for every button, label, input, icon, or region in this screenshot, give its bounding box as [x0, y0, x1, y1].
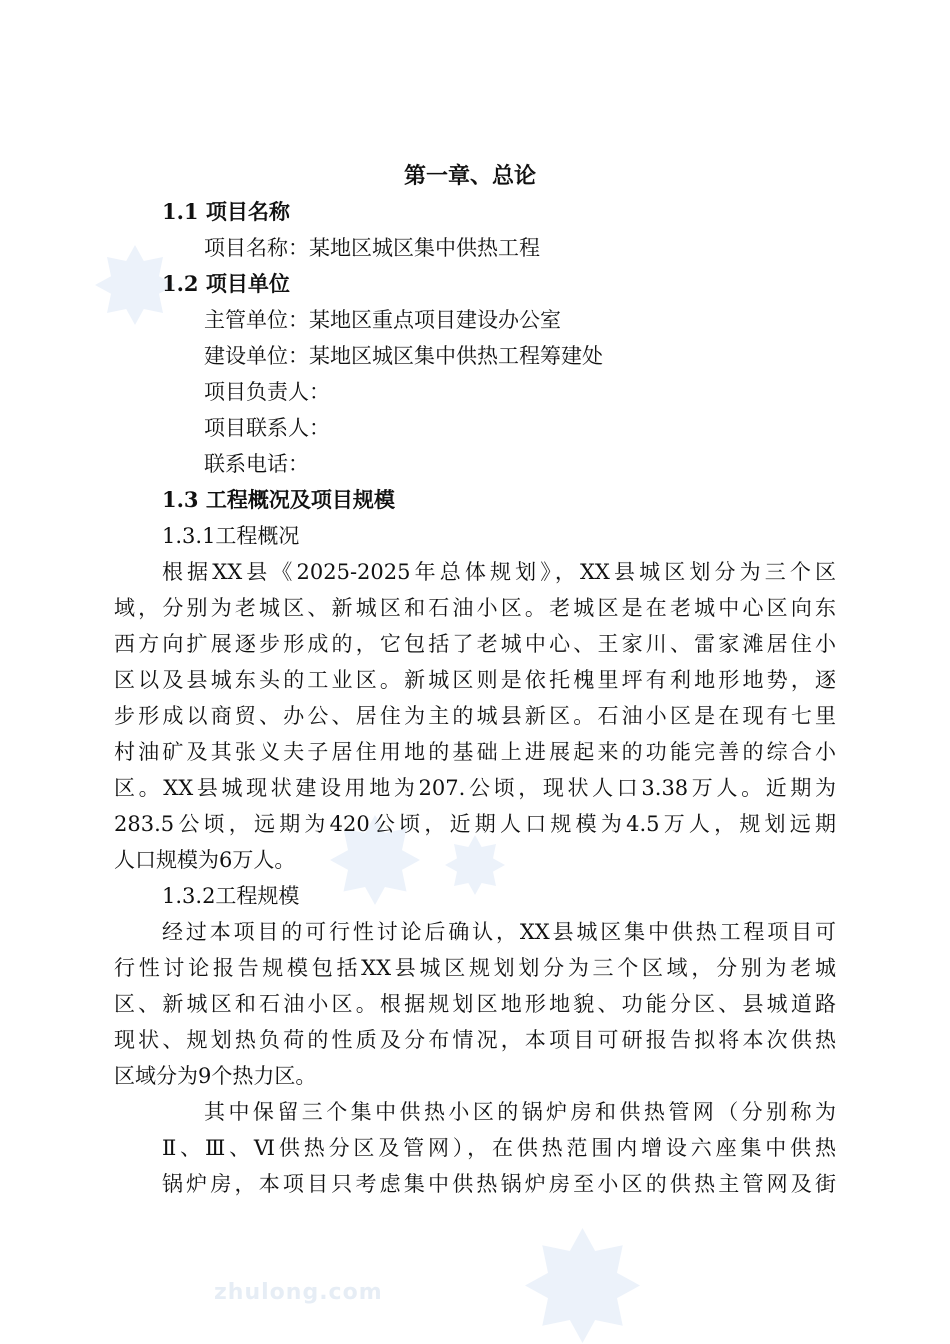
section-heading: 1.2 项目单位: [162, 271, 290, 296]
paragraph-line: 根据XX县《2025-2025年总体规划》，XX县城区划分为三个区: [162, 560, 836, 584]
paragraph-line: 区。XX县城现状建设用地为207.公顷，现状人口3.38万人。近期为: [114, 776, 836, 800]
paragraph-line: 人口规模为6万人。: [114, 848, 296, 872]
paragraph-line: 现状、规划热负荷的性质及分布情况，本项目可研报告拟将本次供热: [114, 1028, 836, 1052]
paragraph-line: 经过本项目的可行性讨论后确认，XX县城区集中供热工程项目可: [162, 920, 836, 944]
unit-line: 主管单位：某地区重点项目建设办公室: [204, 308, 561, 332]
paragraph-line: 域，分别为老城区、新城区和石油小区。老城区是在老城中心区向东: [114, 596, 836, 620]
snowflake-watermark-icon: [445, 835, 505, 895]
paragraph-line: 锅炉房，本项目只考虑集中供热锅炉房至小区的供热主管网及街: [162, 1172, 836, 1196]
paragraph-line: 283.5公顷，远期为420公顷，近期人口规模为4.5万人，规划远期: [114, 812, 836, 836]
unit-line: 联系电话：: [204, 452, 309, 476]
paragraph-line: 区域分为9个热力区。: [114, 1064, 317, 1088]
snowflake-watermark-icon: [525, 1228, 640, 1343]
chapter-title: 第一章、总论: [404, 163, 537, 189]
paragraph-line: 其中保留三个集中供热小区的锅炉房和供热管网（分别称为: [204, 1100, 836, 1124]
paragraph-line: 步形成以商贸、办公、居住为主的城县新区。石油小区是在现有七里: [114, 704, 836, 728]
watermark-text: zhulong.com: [214, 1280, 383, 1305]
paragraph-line: 西方向扩展逐步形成的，它包括了老城中心、王家川、雷家滩居住小: [114, 632, 836, 656]
unit-line: 项目联系人：: [204, 416, 330, 440]
paragraph-line: 行性讨论报告规模包括XX县城区规划划分为三个区域，分别为老城: [114, 956, 836, 980]
paragraph-line: Ⅱ、Ⅲ、Ⅵ供热分区及管网），在供热范围内增设六座集中供热: [162, 1136, 836, 1160]
project-name-line: 项目名称：某地区城区集中供热工程: [204, 236, 540, 260]
paragraph-line: 村油矿及其张义夫子居住用地的基础上进展起来的功能完善的综合小: [114, 740, 836, 764]
unit-line: 项目负责人：: [204, 380, 330, 404]
unit-line: 建设单位：某地区城区集中供热工程筹建处: [204, 344, 603, 368]
section-heading: 1.3 工程概况及项目规模: [162, 487, 395, 512]
paragraph-line: 区、新城区和石油小区。根据规划区地形地貌、功能分区、县城道路: [114, 992, 836, 1016]
subsection-title: 1.3.2工程规模: [162, 884, 300, 908]
section-heading: 1.1 项目名称: [162, 199, 290, 224]
subsection-title: 1.3.1工程概况: [162, 524, 300, 548]
paragraph-line: 区以及县城东头的工业区。新城区则是依托槐里坪有利地形地势，逐: [114, 668, 836, 692]
